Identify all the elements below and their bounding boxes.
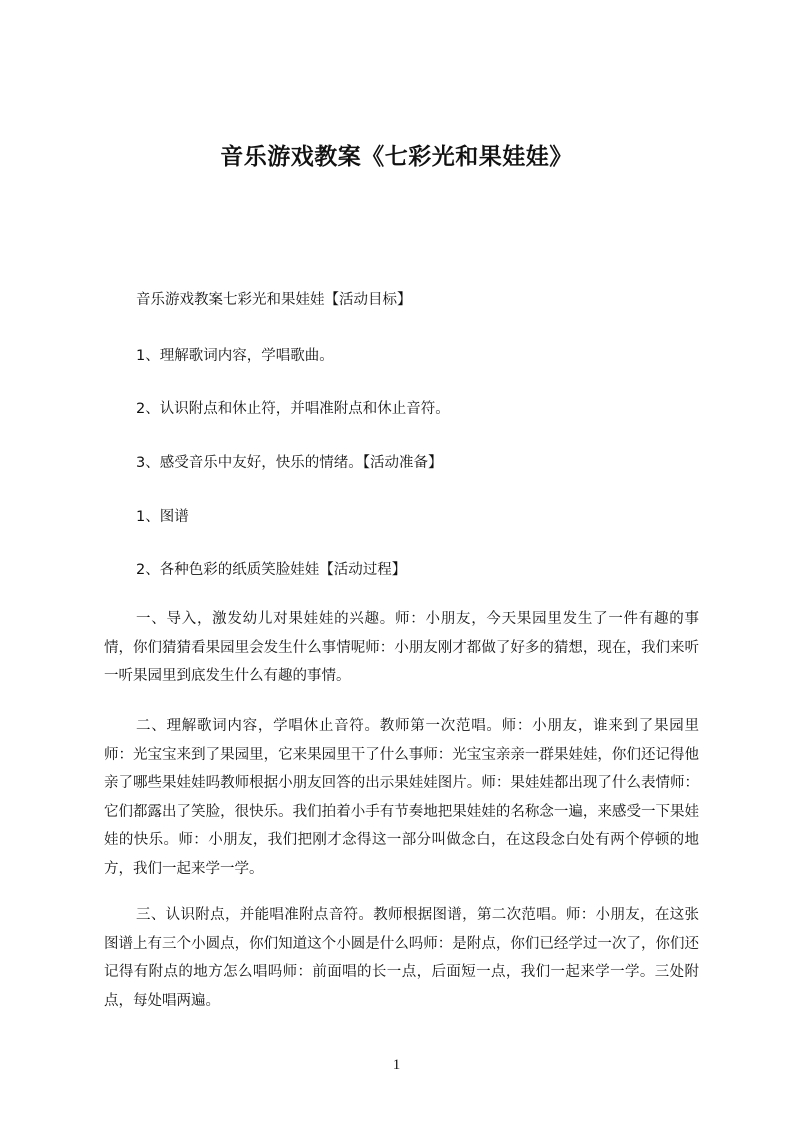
text-line-objectives-heading: 音乐游戏教案七彩光和果娃娃【活动目标】 xyxy=(136,292,412,308)
text-line-objective-2: 2、认识附点和休止符，并唱准附点和休止音符。 xyxy=(136,401,450,417)
text-line-objective-1: 1、理解歌词内容，学唱歌曲。 xyxy=(136,348,334,364)
page-number: 1 xyxy=(392,1057,401,1073)
paragraph-step-3: 三、认识附点，并能唱准附点音符。教师根据图谱，第二次范唱。师：小朋友，在这张图谱上有三个小圆点，你们知道这个小圆是什么吗师：是附点，你们已经学过一次了，你们还记得有附点的地方怎么唱吗师：前面唱的长一点，后面短一点，我们一起来学一学。三处附点，每处唱两遍。 xyxy=(104,907,699,1009)
paragraph-step-1: 一、导入，激发幼儿对果娃娃的兴趣。师：小朋友，今天果园里发生了一件有趣的事情，你们猜猜看果园里会发生什么事情呢师：小朋友刚才都做了好多的猜想，现在，我们来听一听果园里到底发生什么有趣的事情。 xyxy=(104,611,699,684)
text-line-objective-3: 3、感受音乐中友好，快乐的情绪。【活动准备】 xyxy=(136,455,443,471)
document-title: 音乐游戏教案《七彩光和果娃娃》 xyxy=(220,144,573,170)
text-line-preparation-2: 2、各种色彩的纸质笑脸娃娃【活动过程】 xyxy=(136,562,407,578)
text-line-preparation-1: 1、图谱 xyxy=(136,509,189,525)
paragraph-step-2: 二、理解歌词内容，学唱休止音符。教师第一次范唱。师：小朋友，谁来到了果园里师：光宝宝来到了果园里，它来果园里干了什么事师：光宝宝亲亲一群果娃娃，你们还记得他亲了哪些果娃娃吗教师根据小朋友回答的出示果娃娃图片。师：果娃娃都出现了什么表情师：它们都露出了笑脸，很快乐。我们拍着小手有节奏地把果娃娃的名称念一遍，来感受一下果娃娃的快乐。师：小朋友，我们把刚才念得这一部分叫做念白，在这段念白处有两个停顿的地方，我们一起来学一学。 xyxy=(104,718,699,877)
